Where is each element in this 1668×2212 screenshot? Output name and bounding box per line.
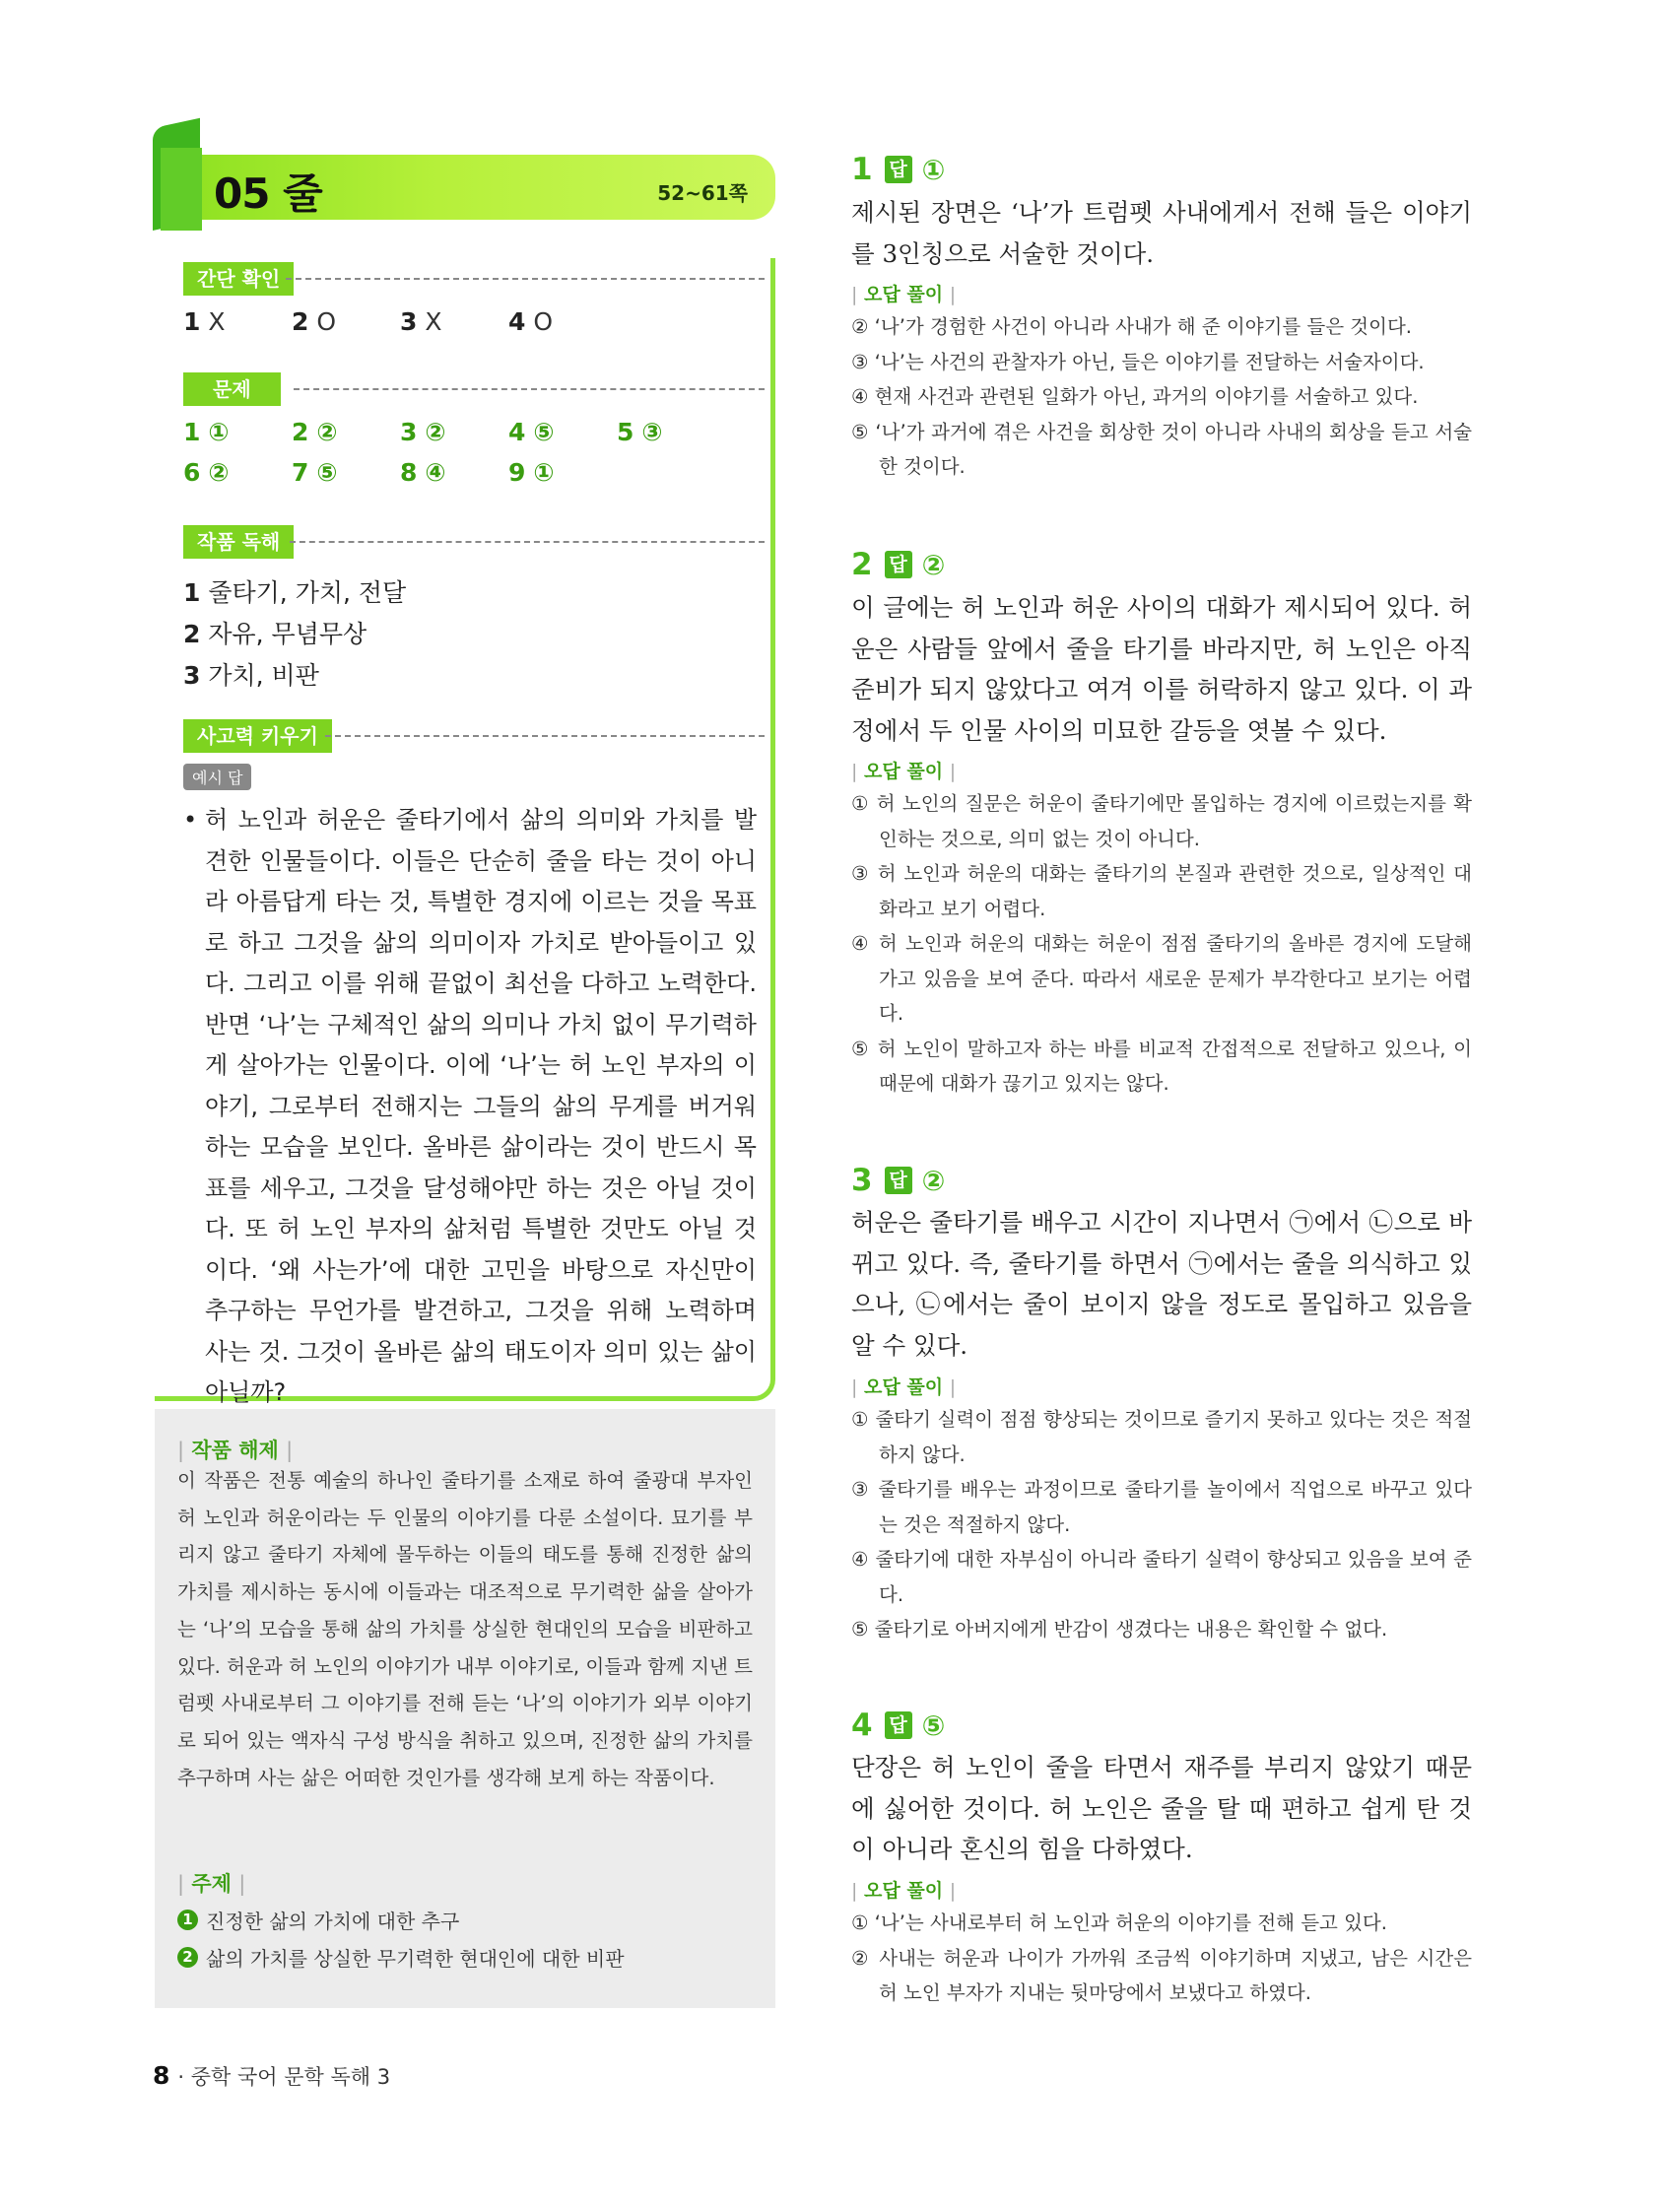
theme-item: 2 삶의 가치를 상실한 무기력한 현대인에 대한 비판 xyxy=(177,1943,625,1972)
page-range: 52~61쪽 xyxy=(657,181,748,205)
page-number: 8 xyxy=(153,2061,170,2090)
quick-check-heading xyxy=(183,262,294,296)
commentary-heading: | 작품 해제 | xyxy=(177,1439,294,1462)
wrong-item: ① 허 노인의 질문은 허운이 줄타기에만 몰입하는 경지에 이르렀는지를 확인하는 것으로, 의미 없는 것이 아니다. xyxy=(851,792,1472,850)
reading-item: 2 자유, 무념무상 xyxy=(183,620,367,648)
wrong-item: ① 줄타기 실력이 점점 향상되는 것이므로 즐기지 못하고 있다는 것은 적절하지 않다. xyxy=(851,1408,1472,1466)
wrong-item: ① ‘나’는 사내로부터 허 노인과 허운의 이야기를 전해 듣고 있다. xyxy=(851,1911,1387,1934)
bullet: • xyxy=(183,806,198,834)
problem-answer: 2 ② xyxy=(292,418,338,446)
wrong-explanation-label: | 오답 풀이 | xyxy=(851,761,957,782)
reading-heading xyxy=(183,525,294,559)
question-4-wrong-list xyxy=(851,1906,1472,2011)
wrong-item: ⑤ ‘나’가 과거에 겪은 사건을 회상한 것이 아니라 사내의 회상을 듣고 서술한 것이다. xyxy=(851,420,1472,478)
commentary-label: 작품 해제 xyxy=(191,1439,279,1462)
problems-label: 문제 xyxy=(183,372,281,406)
problem-answer: 7 ⑤ xyxy=(292,458,338,487)
question-1-wrong-list xyxy=(851,309,1472,485)
theme-label: 주제 xyxy=(191,1872,232,1896)
book-title: · 중학 국어 문학 독해 3 xyxy=(177,2065,391,2089)
problem-answer: 8 ④ xyxy=(400,458,446,487)
question-4-heading: 4 답 ⑤ xyxy=(851,1708,946,1743)
wrong-item: ② 사내는 허운과 나이가 가까워 조금씩 이야기하며 지냈고, 남은 시간은 허 노인 부자가 지내는 뒷마당에서 보냈다고 하였다. xyxy=(851,1946,1472,2004)
question-2-explanation: 이 글에는 허 노인과 허운 사이의 대화가 제시되어 있다. 허운은 사람들 앞에서 줄을 타기를 바라지만, 허 노인은 아직 준비가 되지 않았다고 여겨 이를 허락하지 않고 있다. 이 과정에서 두 인물 사이의 미묘한 갈등을 엿볼 수 있다. xyxy=(851,593,1472,745)
reading-item: 3 가치, 비판 xyxy=(183,661,319,690)
quick-check-label: 간단 확인 xyxy=(183,262,294,296)
header-tab-inner-decoration xyxy=(161,148,202,231)
question-4-explanation: 단장은 허 노인이 줄을 타면서 재주를 부리지 않았기 때문에 싫어한 것이다. 허 노인은 줄을 탈 때 편하고 쉽게 탄 것이 아니라 혼신의 힘을 다하였다. xyxy=(851,1753,1472,1863)
wrong-item: ③ 줄타기를 배우는 과정이므로 줄타기를 놀이에서 직업으로 바꾸고 있다는 것은 적절하지 않다. xyxy=(851,1478,1472,1536)
page-footer xyxy=(153,2061,390,2091)
reading-item: 1 줄타기, 가치, 전달 xyxy=(183,578,407,607)
wrong-item: ⑤ 허 노인이 말하고자 하는 바를 비교적 간접적으로 전달하고 있으나, 이 때문에 대화가 끊기고 있지는 않다. xyxy=(851,1037,1472,1095)
dashed-divider xyxy=(325,735,765,737)
wrong-item: ③ 허 노인과 허운의 대화는 줄타기의 본질과 관련한 것으로, 일상적인 대화라고 보기 어렵다. xyxy=(851,862,1472,920)
question-2-heading: 2 답 ② xyxy=(851,547,946,582)
question-3-heading: 3 답 ② xyxy=(851,1163,946,1198)
quick-check-item: 3 X xyxy=(400,307,442,336)
thinking-label: 사고력 키우기 xyxy=(183,719,332,753)
section-header xyxy=(153,128,775,222)
problems-row-1 xyxy=(183,418,725,446)
example-answer xyxy=(183,800,757,1414)
problems-heading xyxy=(183,372,281,406)
problem-answer: 5 ③ xyxy=(617,418,663,446)
wrong-item: ④ 현재 사건과 관련된 일화가 아닌, 과거의 이야기를 서술하고 있다. xyxy=(851,385,1419,408)
answer-badge: 답 xyxy=(885,551,912,578)
answer-badge: 답 xyxy=(885,1711,912,1739)
commentary-text: 이 작품은 전통 예술의 하나인 줄타기를 소재로 하여 줄광대 부자인 허 노인과 허운이라는 두 인물의 이야기를 다룬 소설이다. 묘기를 부리지 않고 줄타기 자체에 몰두하는 이들의 태도를 통해 진정한 삶의 가치를 제시하는 동시에 이들과는 대조적으로 무기력한 삶을 살아가는 ‘나’의 모습을 통해 삶의 가치를 상실한 현대인의 모습을 비판하고 있다. 허운과 허 노인의 이야기가 내부 이야기로, 이들과 함께 지낸 트럼펫 사내로부터 그 이야기를 전해 듣는 ‘나’의 이야기가 외부 이야기로 되어 있는 액자식 구성 방식을 취하고 있으며, 진정한 삶의 가치를 추구하며 사는 삶은 어떠한 것인가를 생각해 보게 하는 작품이다. xyxy=(177,1469,753,1789)
problem-answer: 1 ① xyxy=(183,418,230,446)
dashed-divider xyxy=(290,541,765,543)
thinking-heading xyxy=(183,719,332,753)
question-3-wrong-list xyxy=(851,1402,1472,1647)
reading-label: 작품 독해 xyxy=(183,525,294,559)
problem-answer: 6 ② xyxy=(183,458,230,487)
wrong-item: ④ 허 노인과 허운의 대화는 허운이 점점 줄타기의 올바른 경지에 도달해 가고 있음을 보여 준다. 따라서 새로운 문제가 부각한다고 보기는 어렵다. xyxy=(851,932,1472,1025)
example-answer-badge: 예시 답 xyxy=(183,764,251,790)
section-title: 05 줄 xyxy=(214,169,322,218)
wrong-item: ④ 줄타기에 대한 자부심이 아니라 줄타기 실력이 향상되고 있음을 보여 준다. xyxy=(851,1548,1472,1606)
quick-check-item: 4 O xyxy=(508,307,554,336)
wrong-explanation-label: | 오답 풀이 | xyxy=(851,1880,957,1902)
number-circle-icon: 1 xyxy=(177,1910,198,1930)
dashed-divider xyxy=(294,388,765,390)
wrong-item: ⑤ 줄타기로 아버지에게 반감이 생겼다는 내용은 확인할 수 없다. xyxy=(851,1618,1388,1641)
problem-answer: 3 ② xyxy=(400,418,446,446)
question-2-wrong-list xyxy=(851,786,1472,1102)
question-1-heading: 1 답 ① xyxy=(851,152,946,187)
number-circle-icon: 2 xyxy=(177,1947,198,1968)
theme-heading: | 주제 | xyxy=(177,1872,246,1896)
problems-row-2 xyxy=(183,458,617,487)
dashed-divider xyxy=(286,278,765,280)
theme-item: 1 진정한 삶의 가치에 대한 추구 xyxy=(177,1906,459,1934)
problem-answer: 9 ① xyxy=(508,458,555,487)
wrong-item: ② ‘나’가 경험한 사건이 아니라 사내가 해 준 이야기를 들은 것이다. xyxy=(851,315,1412,338)
quick-check-item: 2 O xyxy=(292,307,337,336)
problem-answer: 4 ⑤ xyxy=(508,418,555,446)
example-answer-text: 허 노인과 허운은 줄타기에서 삶의 의미와 가치를 발견한 인물들이다. 이들은 단순히 줄을 타는 것이 아니라 아름답게 타는 것, 특별한 경지에 이르는 것을 목표로 하고 그것을 삶의 의미이자 가치로 받아들이고 있다. 그리고 이를 위해 끝없이 최선을 다하고 노력한다. 반면 ‘나’는 구체적인 삶의 의미나 가치 없이 무기력하게 살아가는 인물이다. 이에 ‘나’는 허 노인 부자의 이야기, 그로부터 전해지는 그들의 삶의 무게를 버거워하는 모습을 보인다. 올바른 삶이라는 것이 반드시 목표를 세우고, 그것을 달성해야만 하는 것은 아닐 것이다. 또 허 노인 부자의 삶처럼 특별한 것만도 아닐 것이다. ‘왜 사는가’에 대한 고민을 바탕으로 자신만이 추구하는 무언가를 발견하고, 그것을 위해 노력하며 사는 것. 그것이 올바른 삶의 태도이자 의미 있는 삶이 아닐까? xyxy=(205,806,757,1406)
quick-check-row xyxy=(183,307,617,336)
quick-check-item: 1 X xyxy=(183,307,226,336)
question-1-explanation: 제시된 장면은 ‘나’가 트럼펫 사내에게서 전해 들은 이야기를 3인칭으로 서술한 것이다. xyxy=(851,198,1472,268)
answer-badge: 답 xyxy=(885,156,912,183)
question-3-explanation: 허운은 줄타기를 배우고 시간이 지나면서 ㉠에서 ㉡으로 바뀌고 있다. 즉, 줄타기를 하면서 ㉠에서는 줄을 의식하고 있으나, ㉡에서는 줄이 보이지 않을 정도로 몰입하고 있음을 알 수 있다. xyxy=(851,1208,1472,1360)
wrong-explanation-label: | 오답 풀이 | xyxy=(851,1376,957,1398)
wrong-explanation-label: | 오답 풀이 | xyxy=(851,284,957,305)
wrong-item: ③ ‘나’는 사건의 관찰자가 아닌, 들은 이야기를 전달하는 서술자이다. xyxy=(851,350,1425,373)
answer-badge: 답 xyxy=(885,1167,912,1194)
